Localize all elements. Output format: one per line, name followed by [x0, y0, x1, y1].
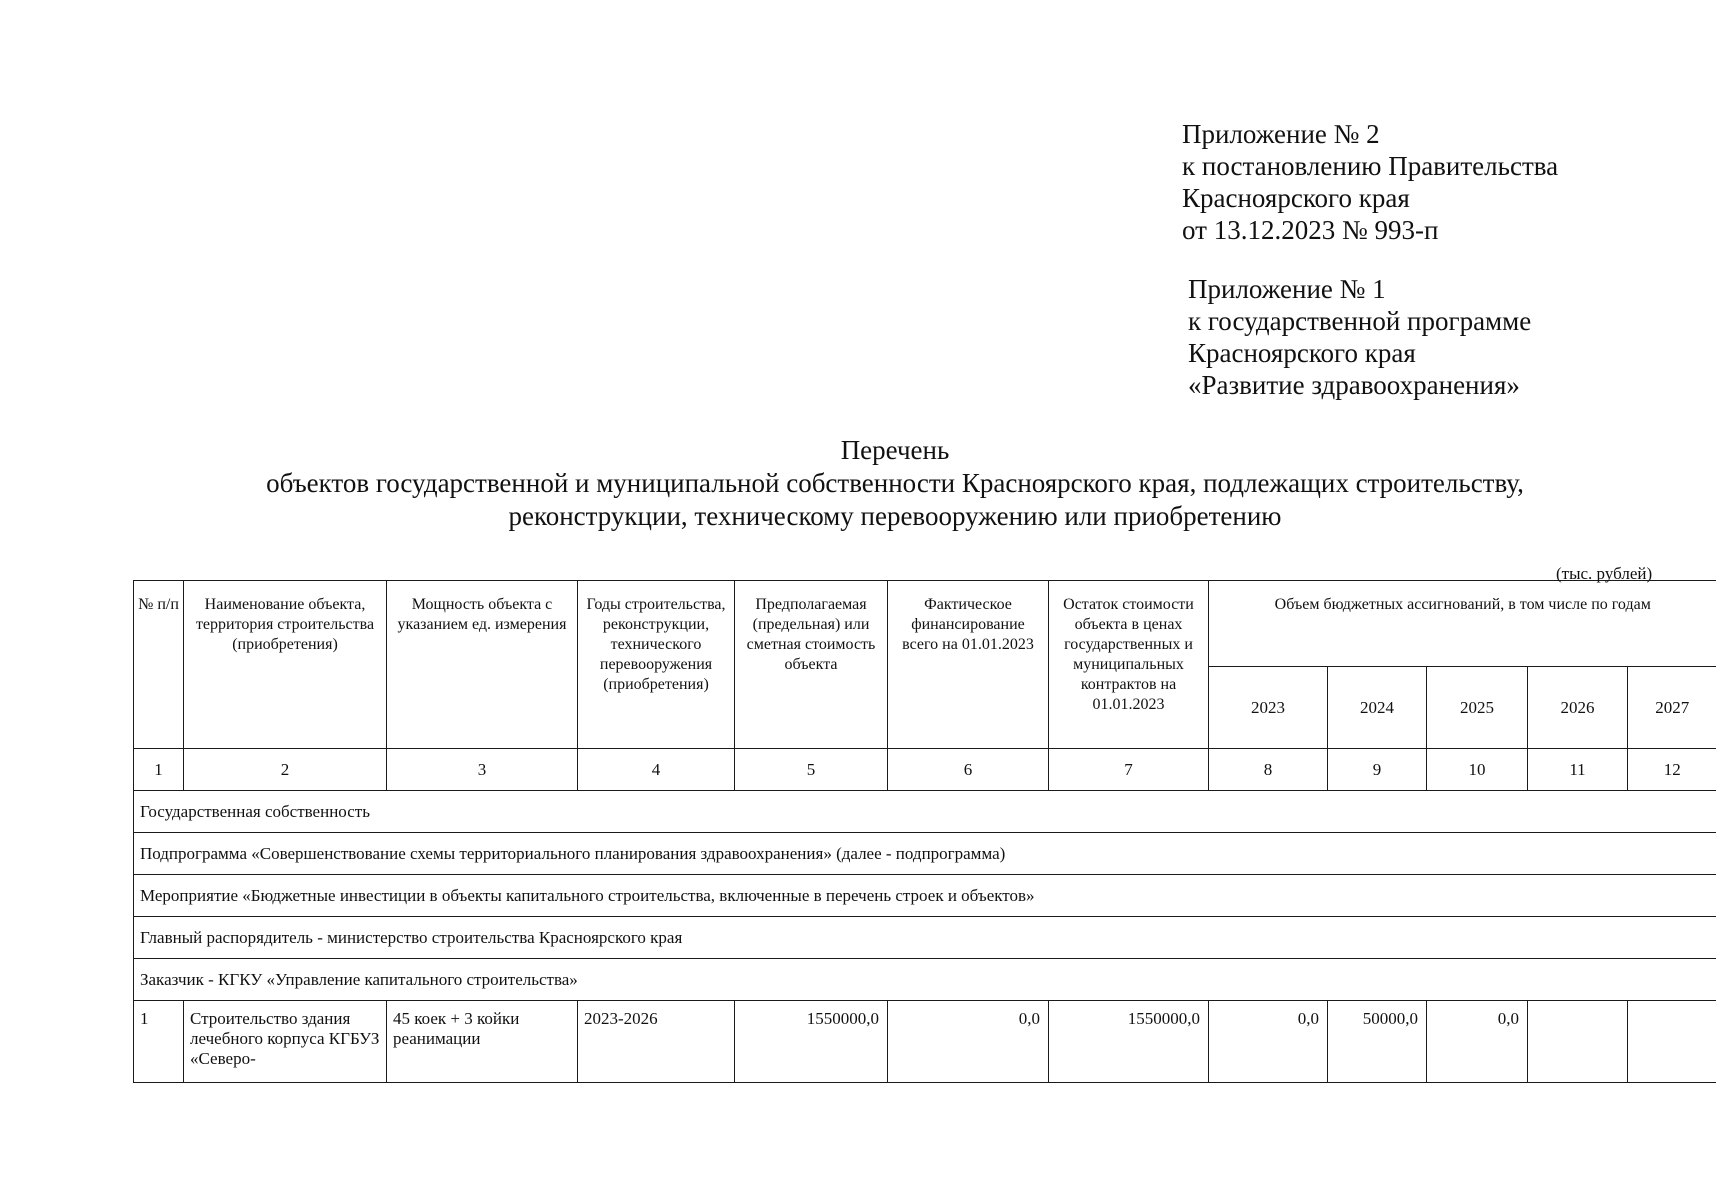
document-title	[0, 434, 1716, 533]
row-1-years: 2023-2026	[578, 1001, 735, 1083]
colnum-5: 5	[735, 749, 888, 791]
appendix-2-line-1: Приложение № 2	[1182, 119, 1380, 149]
header-estimated: Предполагаемая (предельная) или сметная стоимость объекта	[735, 581, 888, 749]
section-row-subprogram	[134, 833, 1716, 875]
appendix-2-line-4: от 13.12.2023 № 993-п	[1182, 215, 1439, 245]
section-row-measure	[134, 875, 1716, 917]
title-line-3: реконструкции, техническому перевооружению или приобретению	[508, 501, 1282, 531]
header-year-2023: 2023	[1209, 667, 1328, 749]
row-1-2025: 0,0	[1427, 1001, 1528, 1083]
row-1-2024: 50000,0	[1328, 1001, 1427, 1083]
section-manager: Главный распорядитель - министерство строительства Красноярского края	[134, 917, 1716, 959]
section-customer: Заказчик - КГКУ «Управление капитального строительства»	[134, 959, 1716, 1001]
colnum-10: 10	[1427, 749, 1528, 791]
appendix-1-line-3: Красноярского края	[1188, 338, 1416, 368]
table-row	[134, 1001, 1716, 1083]
header-year-2027: 2027	[1628, 667, 1716, 749]
section-row-ownership	[134, 791, 1716, 833]
section-ownership: Государственная собственность	[134, 791, 1716, 833]
header-capacity: Мощность объекта с указанием ед. измерения	[387, 581, 578, 749]
colnum-2: 2	[184, 749, 387, 791]
units-label: (тыс. рублей)	[1556, 564, 1653, 583]
header-name: Наименование объекта, территория строительства (приобретения)	[184, 581, 387, 749]
objects-table	[133, 580, 1716, 1083]
appendix-2-line-3: Красноярского края	[1182, 183, 1410, 213]
colnum-3: 3	[387, 749, 578, 791]
appendix-1-line-2: к государственной программе	[1188, 306, 1532, 336]
column-numbers-row	[134, 749, 1716, 791]
appendix-1-line-4: «Развитие здравоохранения»	[1188, 370, 1520, 400]
section-row-customer	[134, 959, 1716, 1001]
row-1-num: 1	[134, 1001, 184, 1083]
row-1-2026	[1528, 1001, 1628, 1083]
row-1-2023: 0,0	[1209, 1001, 1328, 1083]
row-1-capacity: 45 коек + 3 койки реанимации	[387, 1001, 578, 1083]
header-year-2024: 2024	[1328, 667, 1427, 749]
colnum-7: 7	[1049, 749, 1209, 791]
colnum-4: 4	[578, 749, 735, 791]
header-actual: Фактическое финансирование всего на 01.01.2023	[888, 581, 1049, 749]
header-years: Годы строительства, реконструкции, технического перевооружения (приобретения)	[578, 581, 735, 749]
colnum-11: 11	[1528, 749, 1628, 791]
title-line-1: Перечень	[840, 435, 950, 465]
header-remainder: Остаток стоимости объекта в ценах государственных и муниципальных контрактов на 01.01.2023	[1049, 581, 1209, 749]
appendix-2-line-2: к постановлению Правительства	[1182, 151, 1559, 181]
row-1-2027	[1628, 1001, 1716, 1083]
header-num: № п/п	[134, 581, 184, 749]
colnum-8: 8	[1209, 749, 1328, 791]
appendix-1-block	[1188, 273, 1531, 401]
title-line-2: объектов государственной и муниципальной собственности Красноярского края, подлежащих строительству,	[266, 468, 1524, 498]
row-1-estimated: 1550000,0	[735, 1001, 888, 1083]
colnum-6: 6	[888, 749, 1049, 791]
row-1-remainder: 1550000,0	[1049, 1001, 1209, 1083]
row-1-name: Строительство здания лечебного корпуса КГБУЗ «Северо-	[184, 1001, 387, 1083]
appendix-1-line-1: Приложение № 1	[1188, 274, 1386, 304]
table-header-row	[134, 581, 1716, 667]
colnum-12: 12	[1628, 749, 1716, 791]
appendix-2-block	[1182, 118, 1558, 246]
section-measure: Мероприятие «Бюджетные инвестиции в объекты капитального строительства, включенные в перечень строек и объектов»	[134, 875, 1716, 917]
colnum-1: 1	[134, 749, 184, 791]
section-subprogram: Подпрограмма «Совершенствование схемы территориального планирования здравоохранения» (далее - подпрограмма)	[134, 833, 1716, 875]
header-year-2025: 2025	[1427, 667, 1528, 749]
section-row-manager	[134, 917, 1716, 959]
colnum-9: 9	[1328, 749, 1427, 791]
header-budget: Объем бюджетных ассигнований, в том числе по годам	[1209, 581, 1716, 667]
header-year-2026: 2026	[1528, 667, 1628, 749]
row-1-actual: 0,0	[888, 1001, 1049, 1083]
